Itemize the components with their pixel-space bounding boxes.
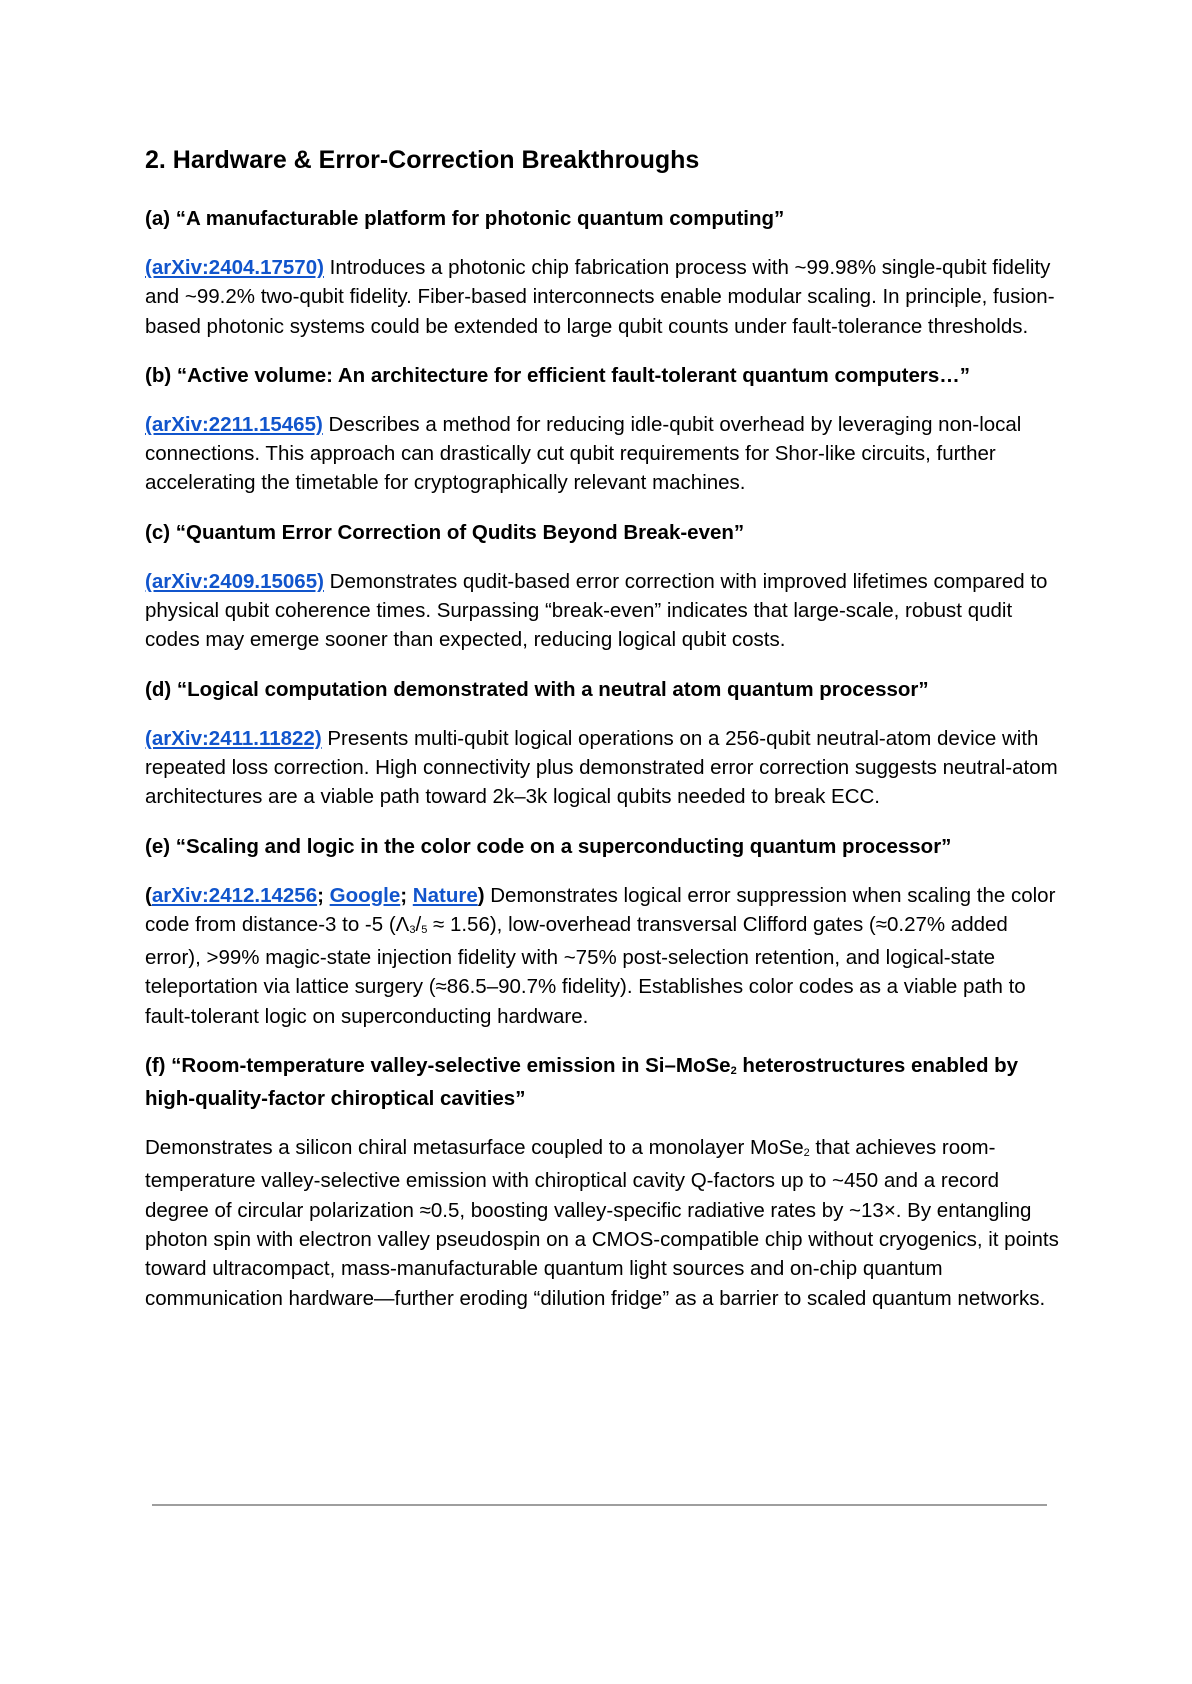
item-f-heading-end: heterostructures enabled by high-quality-factor chiroptical cavities” xyxy=(145,1054,1019,1111)
item-b-paragraph xyxy=(145,410,1065,498)
item-e-body-start: Demonstrates logical error suppression when scaling the color code from distance-3 to -5 (Λ xyxy=(145,883,1056,936)
item-e-subscript-3: 3 xyxy=(409,923,416,936)
item-e-nature-link[interactable]: Nature xyxy=(412,883,478,907)
horizontal-rule xyxy=(152,1504,1047,1506)
item-c-arxiv-link[interactable]: (arXiv:2409.15065) xyxy=(145,569,324,593)
item-f-heading-start: (f) “Room-temperature valley-selective emission in Si–MoSe xyxy=(145,1054,731,1078)
item-e-slash: / xyxy=(415,912,422,936)
item-f-body-end: that achieves room-temperature valley-selective emission with chiroptical cavity Q-factors up to ~450 and a record degree of circular polarization ≈0.5, boosting valley-specific radiative rates by ~13×. By entangling photon spin with electron valley pseudospin on a CMOS-compatible chip without cryogenics, it points toward ultracompact, mass-manufacturable quantum light sources and on-chip quantum communication hardware—further eroding “dilution fridge” as a barrier to scaled quantum networks. xyxy=(145,1136,1059,1310)
item-a-body: Introduces a photonic chip fabrication process with ~99.98% single-qubit fidelity and ~99.2% two-qubit fidelity. Fiber-based interconnects enable modular scaling. In principle, fusion-based photonic systems could be extended to large qubit counts under fault-tolerance thresholds. xyxy=(145,256,1055,338)
item-f-body-start: Demonstrates a silicon chiral metasurface coupled to a monolayer MoSe xyxy=(145,1136,804,1160)
item-f-paragraph xyxy=(145,1133,1065,1313)
item-d-arxiv-link[interactable]: (arXiv:2411.11822) xyxy=(145,726,322,750)
section-title: 2. Hardware & Error-Correction Breakthroughs xyxy=(145,146,700,174)
item-e-subscript-5: 5 xyxy=(421,923,428,936)
item-c-body: Demonstrates qudit-based error correction with improved lifetimes compared to physical qubit coherence times. Surpassing “break-even” indicates that large-scale, robust qudit codes may emerge sooner than expected, reducing logical qubit costs. xyxy=(145,569,1048,652)
item-e-separator-1: ; xyxy=(317,883,330,907)
document-page xyxy=(145,140,1065,1333)
item-b-heading: (b) “Active volume: An architecture for efficient fault-tolerant quantum computers…” xyxy=(145,363,971,387)
item-a-arxiv-link[interactable]: (arXiv:2404.17570) xyxy=(145,256,324,279)
item-c-heading: (c) “Quantum Error Correction of Qudits Beyond Break-even” xyxy=(145,520,745,544)
item-f-heading-subscript: 2 xyxy=(730,1065,737,1078)
item-d-heading: (d) “Logical computation demonstrated with a neutral atom quantum processor” xyxy=(145,677,929,701)
item-e-close-paren: ) xyxy=(477,883,485,907)
item-e-paragraph xyxy=(145,881,1065,1031)
item-f-heading xyxy=(145,1051,1065,1113)
item-b-arxiv-link[interactable]: (arXiv:2211.15465) xyxy=(145,412,323,436)
item-e-open-paren: ( xyxy=(145,883,152,907)
item-d-body: Presents multi-qubit logical operations on a 256-qubit neutral-atom device with repeated loss correction. High connectivity plus demonstrated error correction suggests neutral-atom architectures are a viable path toward 2k–3k logical qubits needed to break ECC. xyxy=(145,726,1058,809)
item-d-paragraph xyxy=(145,724,1065,812)
item-f-body-subscript: 2 xyxy=(803,1147,810,1160)
item-e-heading: (e) “Scaling and logic in the color code on a superconducting quantum processor” xyxy=(145,834,952,858)
item-a-paragraph xyxy=(145,253,1065,341)
item-a-heading: (a) “A manufacturable platform for photonic quantum computing” xyxy=(145,207,785,230)
item-b-body: Describes a method for reducing idle-qubit overhead by leveraging non-local connections. This approach can drastically cut qubit requirements for Shor-like circuits, further accelerating the timetable for cryptographically relevant machines. xyxy=(145,412,1022,495)
item-e-arxiv-link[interactable]: arXiv:2412.14256 xyxy=(151,883,318,907)
item-c-paragraph xyxy=(145,567,1065,655)
item-e-google-link[interactable]: Google xyxy=(329,883,401,907)
item-e-body-end: ≈ 1.56), low-overhead transversal Clifford gates (≈0.27% added error), >99% magic-state injection fidelity with ~75% post-selection retention, and logical-state teleportation via lattice surgery (≈86.5–90.7% fidelity). Establishes color codes as a viable path to fault-tolerant logic on superconducting hardware. xyxy=(145,912,1026,1028)
item-e-separator-2: ; xyxy=(400,883,413,907)
